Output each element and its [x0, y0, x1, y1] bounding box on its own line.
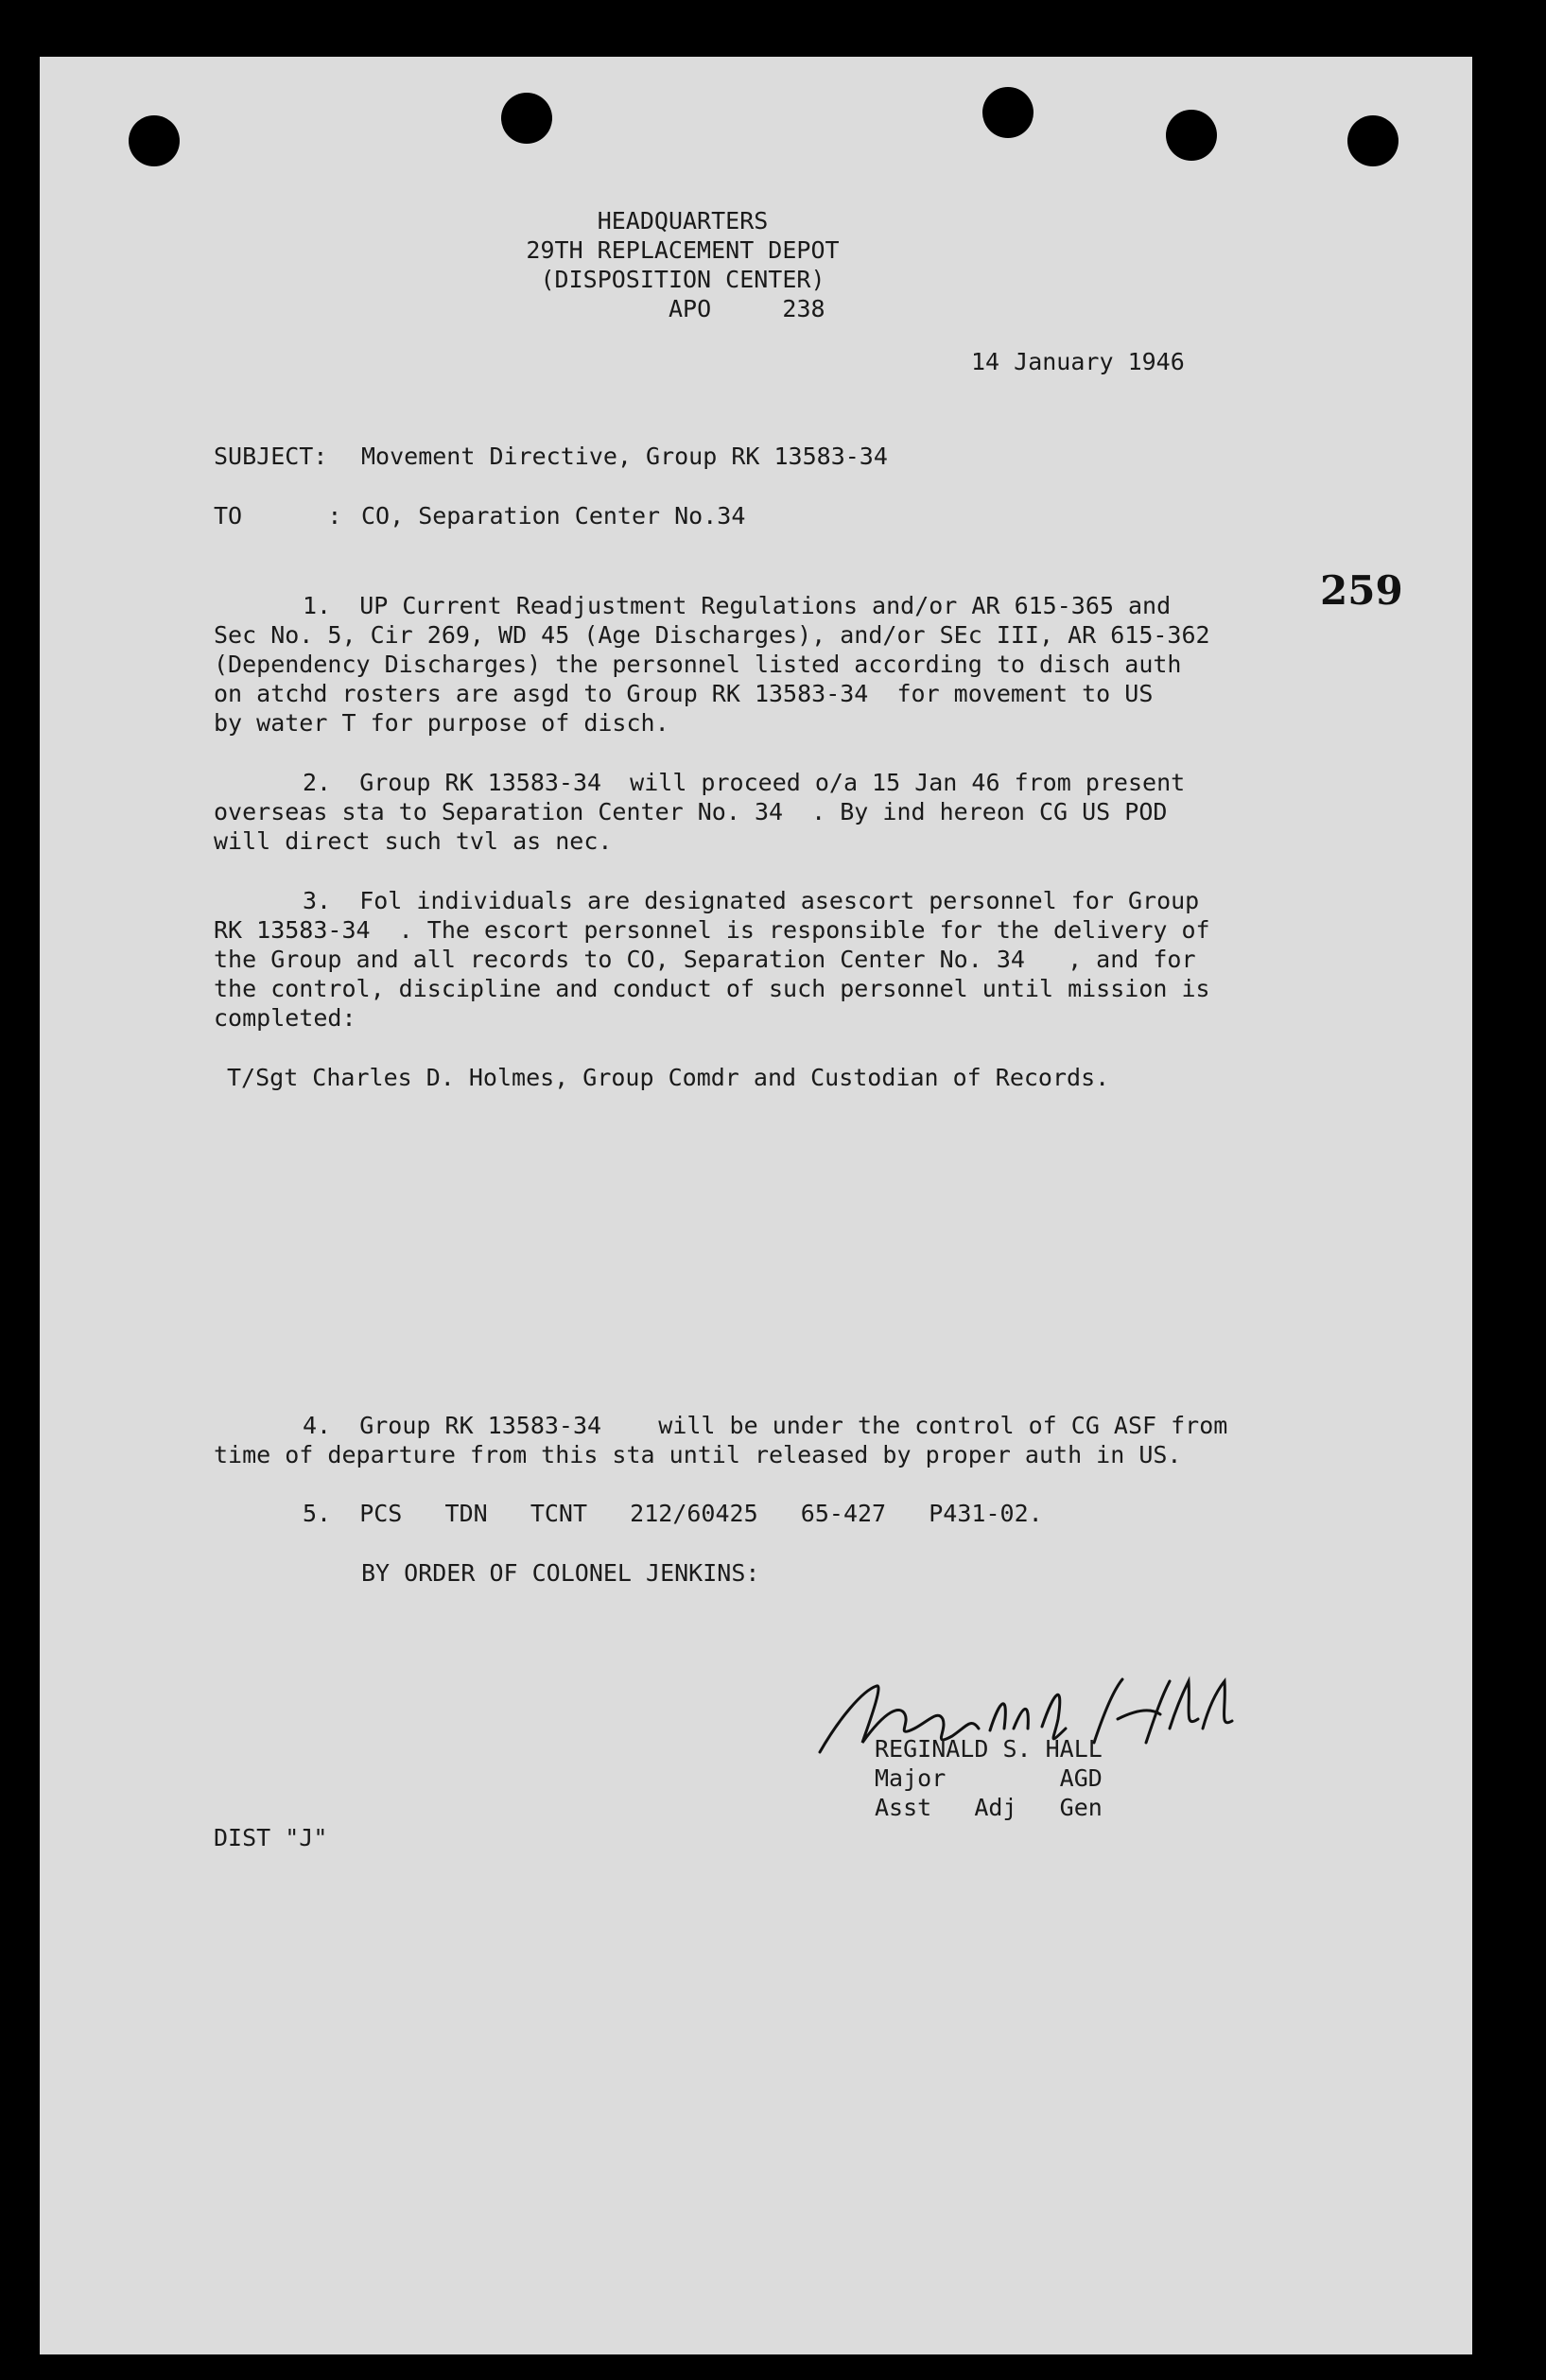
punch-hole-1 [129, 115, 180, 166]
distribution: DIST "J" [214, 1824, 328, 1851]
paragraph-3-line-4: the control, discipline and conduct of such personnel until mission is [214, 975, 1210, 1002]
document-page [40, 57, 1472, 2354]
paragraph-1-line-5: by water T for purpose of disch. [214, 709, 669, 737]
paragraph-2-line-1: 2. Group RK 13583-34 will proceed o/a 15 Jan 46 from present [303, 769, 1186, 796]
paragraph-3-line-2: RK 13583-34 . The escort personnel is responsible for the delivery of [214, 916, 1210, 944]
paragraph-3-line-3: the Group and all records to CO, Separation Center No. 34 , and for [214, 946, 1196, 973]
order-line: BY ORDER OF COLONEL JENKINS: [361, 1559, 760, 1587]
paragraph-4-line-1: 4. Group RK 13583-34 will be under the control of CG ASF from [303, 1412, 1228, 1439]
punch-hole-2 [501, 93, 552, 144]
punch-hole-5 [1347, 115, 1398, 166]
punch-hole-4 [1166, 110, 1217, 161]
paragraph-1-line-1: 1. UP Current Readjustment Regulations and/or AR 615-365 and [303, 592, 1172, 619]
paragraph-2-line-3: will direct such tvl as nec. [214, 827, 613, 855]
paragraph-2-line-2: overseas sta to Separation Center No. 34 . By ind hereon CG US POD [214, 798, 1168, 825]
signatory-rank: Major AGD [875, 1764, 1103, 1792]
signatory-title: Asst Adj Gen [875, 1794, 1103, 1821]
header-line-1: HEADQUARTERS [597, 207, 769, 235]
paragraph-4-line-2: time of departure from this sta until released by proper auth in US. [214, 1441, 1182, 1468]
paragraph-1-line-3: (Dependency Discharges) the personnel listed according to disch auth [214, 651, 1182, 678]
document-date: 14 January 1946 [971, 348, 1185, 375]
escort-personnel: T/Sgt Charles D. Holmes, Group Comdr and Custodian of Records. [227, 1064, 1110, 1091]
paragraph-3-line-5: completed: [214, 1004, 356, 1032]
punch-hole-3 [982, 87, 1034, 138]
paragraph-1-line-4: on atchd rosters are asgd to Group RK 13583-34 for movement to US [214, 680, 1154, 707]
paragraph-5: 5. PCS TDN TCNT 212/60425 65-427 P431-02. [303, 1500, 1043, 1527]
header-line-4: APO 238 [669, 295, 825, 322]
header-line-3: (DISPOSITION CENTER) [540, 266, 825, 293]
subject-label: SUBJECT: [214, 443, 328, 470]
subject-value: Movement Directive, Group RK 13583-34 [361, 443, 888, 470]
paragraph-1-line-2: Sec No. 5, Cir 269, WD 45 (Age Discharges), and/or SEc III, AR 615-362 [214, 621, 1210, 649]
signatory-name: REGINALD S. HALL [875, 1735, 1103, 1763]
page-number: 259 [1320, 567, 1403, 614]
to-label: TO : [214, 502, 342, 530]
paragraph-3-line-1: 3. Fol individuals are designated asescort personnel for Group [303, 887, 1200, 914]
to-value: CO, Separation Center No.34 [361, 502, 746, 530]
header-line-2: 29TH REPLACEMENT DEPOT [526, 236, 840, 264]
